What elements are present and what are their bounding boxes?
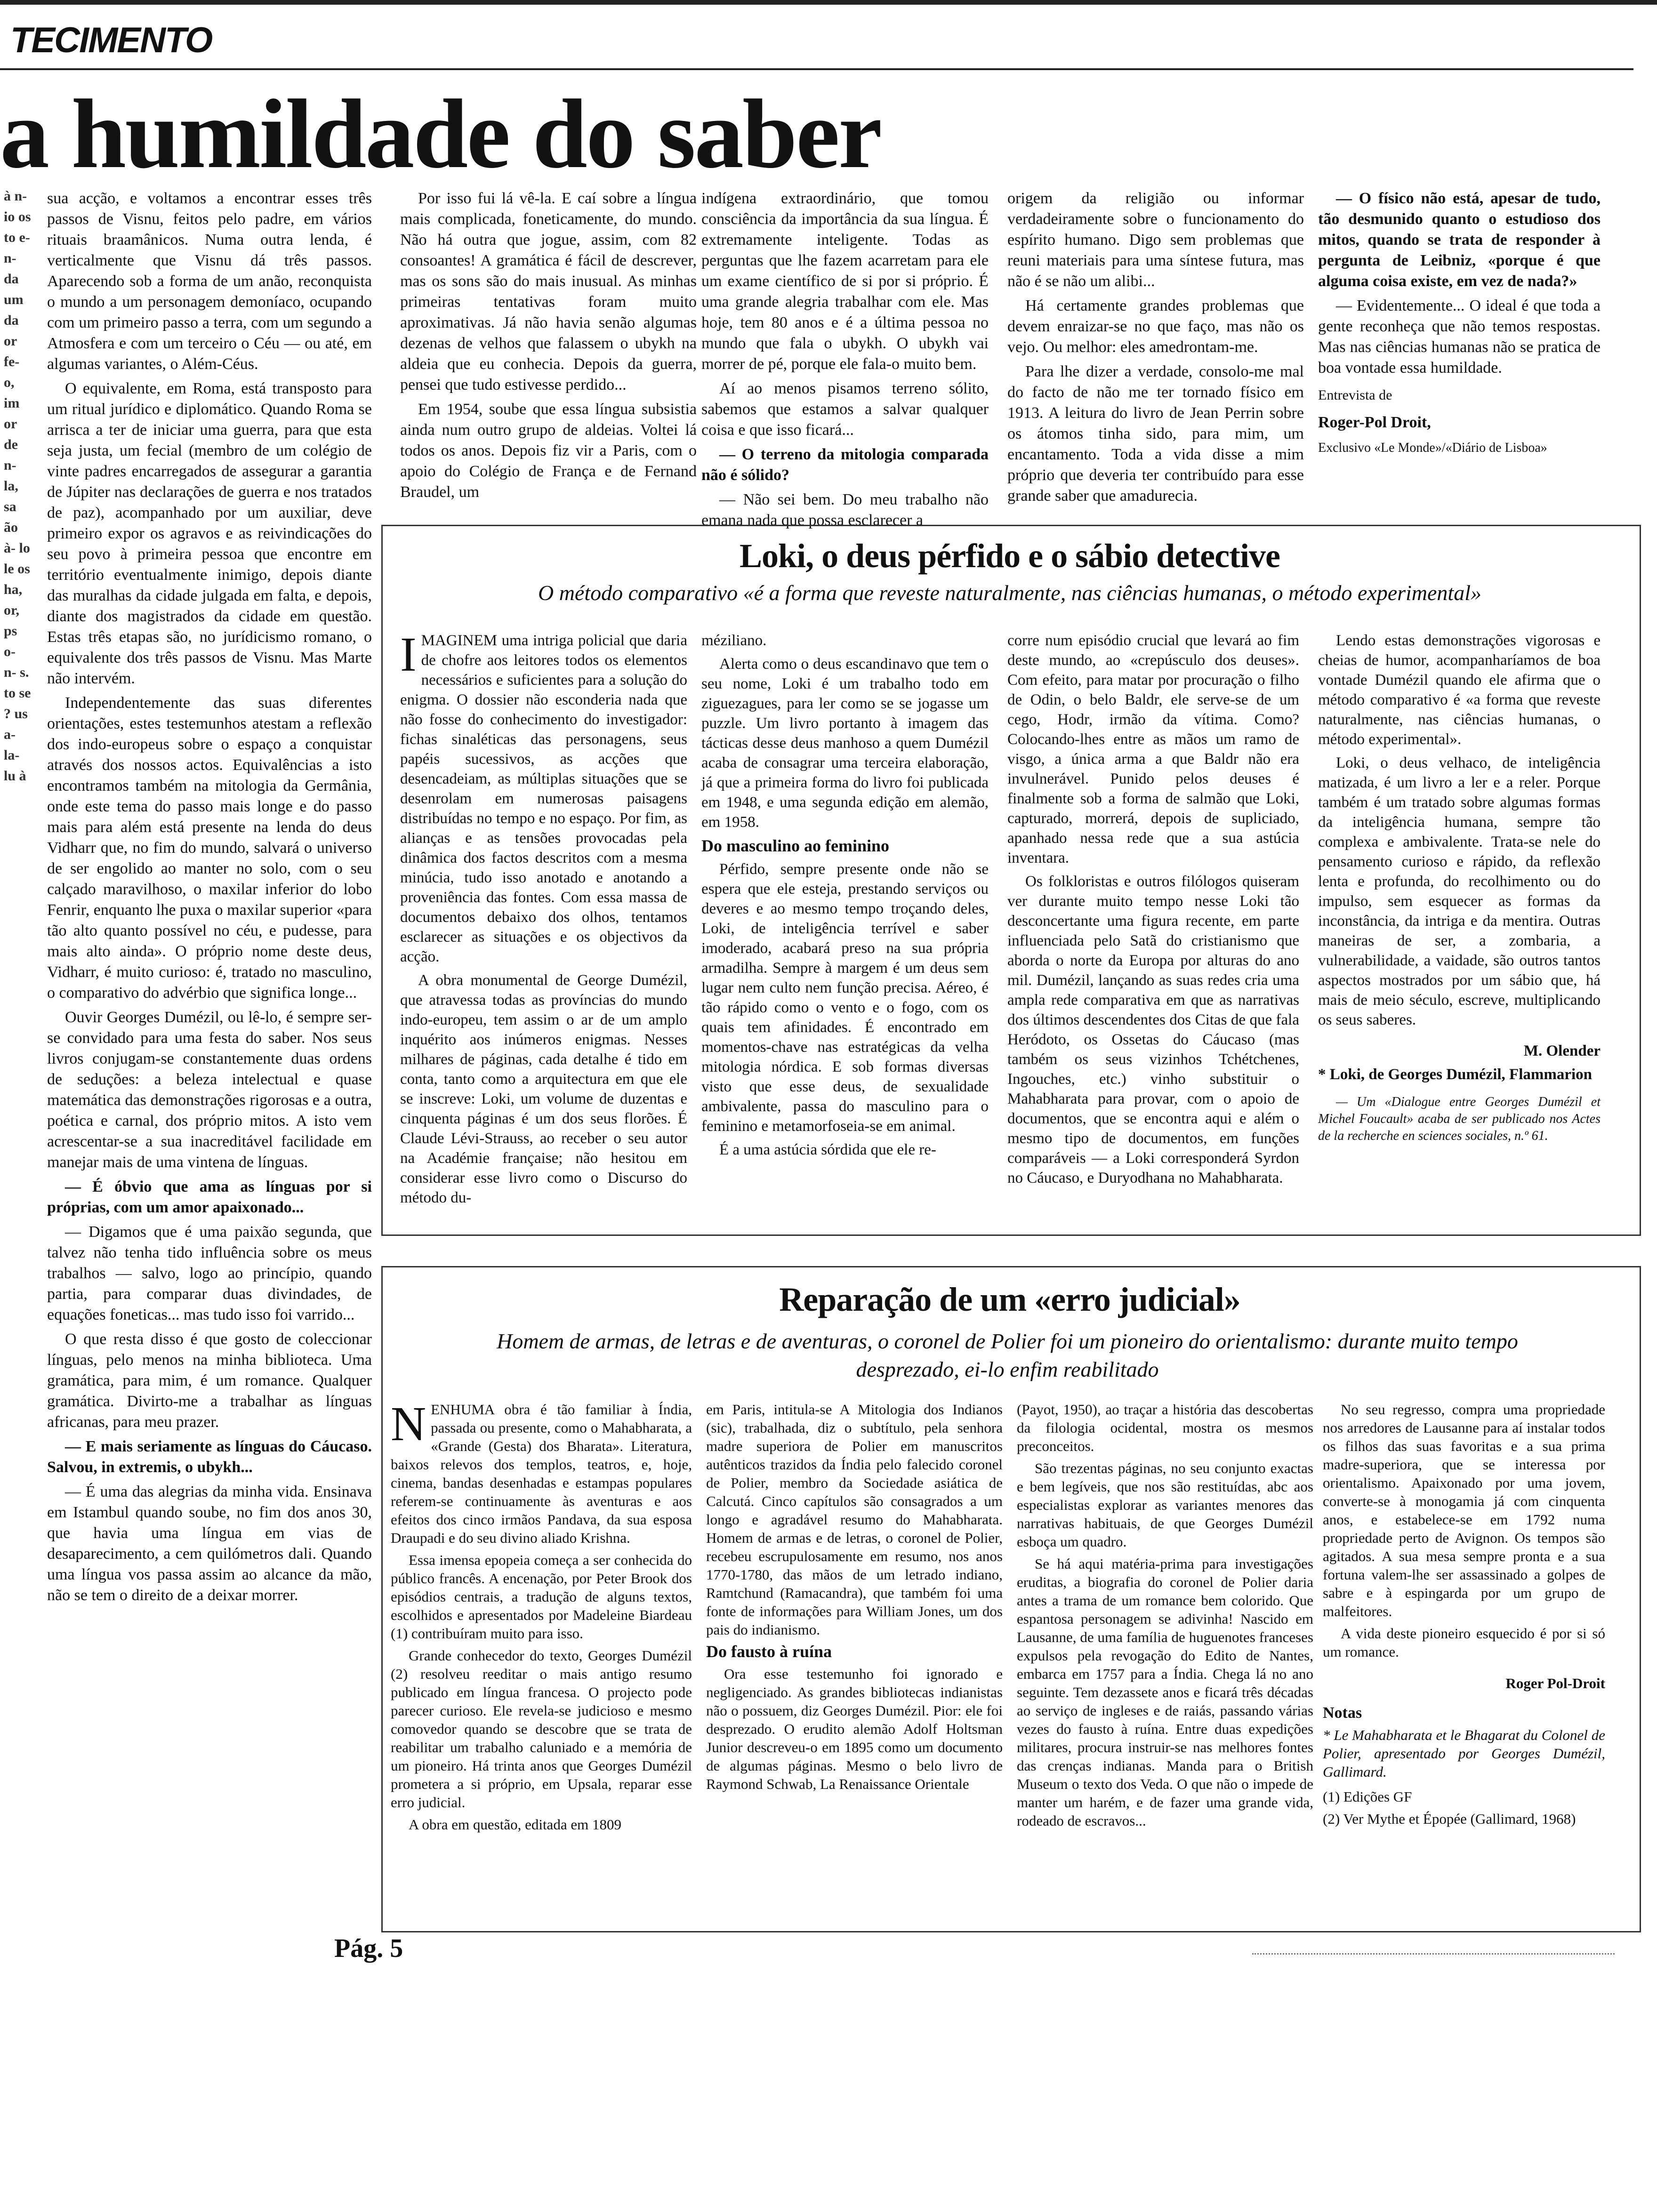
paragraph: Alerta como o deus escandinavo que tem o seu nome, Loki é um trabalho todo em ziguezagues, para ler como se se jogasse um puzzle. Um livro portanto à imagem das tácticas desse deus manhoso a quem Dumézil acaba de consagrar uma terceira elaboração, já que a primeira forma do livro foi publicada em 1948, e uma segunda edição em alemão, em 1958. [701,656,989,831]
headline: a humildade do saber [0,80,881,189]
paragraph: Essa imensa epopeia começa a ser conhecida do público francês. A encenação, por Peter Brook dos episódios centrais, a tradução de alguns textos, escolhidos e apresentados por Madeleine Biardeau (1) contribuíram muito para isso. [391,1552,692,1642]
question: — E mais seriamente as línguas do Cáucaso. Salvou, in extremis, o ubykh... [47,1438,372,1476]
paragraph: em Paris, intitula-se A Mitologia dos Indianos (sic), trabalhada, diz o subtítulo, pela senhora madre superiora de Polier em manuscritos autênticos trazidos da Índia pelo falecido coronel de Polier, membro da Sociedade asiática de Calcutá. Cinco capítulos são consagrados a um longo e agradável resumo do Mahabharata. Homem de armas e de letras, o coronel de Polier, recebeu escrupulosamente em resumo, nos anos 1770-1780, das mãos de um letrado indiano, Ramtchund (Ramacandra), que também foi uma fonte de informações para William Jones, um dos pais do indianismo. [706,1401,1003,1638]
polier-column-3 [1017,1400,1313,1834]
paragraph: O que resta disso é que gosto de coleccionar línguas, pelo menos na minha biblioteca. Uma gramática, para mim, é um romance. Qualquer gramática. Divirto-me a trabalhar as línguas africanas, para meu prazer. [47,1330,372,1431]
top-rule [0,0,1657,5]
paragraph: O equivalente, em Roma, está transposto para um ritual jurídico e diplomático. Quando Roma se arrisca a ter de iniciar uma guerra, para que esta seja justa, um fecial (membro de um colégio de vinte padres encarregados de assegurar a garantia de Júpiter nas declarações de guerra e nos tratados de paz), acompanhado por um auxiliar, deve primeiro expor os agravos e as reivindicações do seu povo à primeira pessoa que encontre em território eventualmente inimigo, depois diante das muralhas da cidade julgada em falta, e depois, diante dos magistrados da cidade em questão. Estas três etapas são, no jurídicismo romano, o equivalente dos três passos de Visnu. Mas Marte não intervém. [47,380,372,687]
question: — É óbvio que ama as línguas por si próprias, com um amor apaixonado... [47,1178,372,1216]
interview-label: Entrevista de [1318,387,1392,403]
subheading: Do fausto à ruína [706,1642,832,1661]
paragraph: A obra em questão, editada em 1809 [409,1816,621,1833]
paragraph: Ouvir Georges Dumézil, ou lê-lo, é sempre ser-se convidado para uma festa do saber. Nos seus livros conjugam-se constantemente duas ordens de seduções: a beleza intelectual e quase matemática das demonstrações rigorosas e a outra, poética e carnal, dos próprio mitos. A isto vem acrescentar-se a sua inacreditável facilidade em manejar mais de uma vintena de línguas. [47,1009,372,1171]
column-3 [701,188,989,535]
paragraph: Independentemente das suas diferentes orientações, estes testemunhos atestam a reflexão dos indo-europeus sobre o espaço a conquistar através dos nossos actos. Equivalências a isto encontramos também na mitologia da Germânia, onde este tema do passo mais longe e do passo mais para além está presente na lenda do deus Vidharr que, no fim do mundo, salvará o universo de ser engolido ao manter no solo, com o seu calçado maravilhoso, o maxilar inferior do lobo Fenrir, enquanto lhe puxa o maxilar superior «para tão alto quanto possível no céu, e pudesse, para mais alto ainda». O próprio nome deste deus, Vidharr, é muito curioso: é, tratado no masculino, o comparativo do advérbio que significa longe... [47,694,372,1002]
question: — O físico não está, apesar de tudo, tão desmunido quanto o estudioso dos mitos, quando se trata de responder à pergunta de Leibniz, «porque é que alguma coisa existe, em vez de nada?» [1318,190,1601,290]
loki-column-1 [400,627,687,1211]
interview-author: Roger-Pol Droit, [1318,414,1431,431]
answer: — Não sei bem. Do meu trabalho não emana nada que possa esclarecer a [701,491,989,529]
note-item: * Le Mahabharata et le Bhagarat du Colonel de Polier, apresentado por Georges Dumézil, Gallimard. [1323,1727,1605,1780]
polier-column-2 [706,1400,1003,1797]
drop-cap: I [400,627,417,681]
paragraph: origem da religião ou informar verdadeiramente sobre o funcionamento do espírito humano. Digo sem problemas que reuni materiais para uma síntese futura, mas não é se não um alibi... [1007,190,1304,290]
answer: — É uma das alegrias da minha vida. Ensinava em Istambul quando soube, no fim dos anos 30, que havia uma língua em vias de desaparecimento, a cem quilómetros dali. Quando uma língua vos passa assim ao alcance da mão, não se tem o direito de a deixar morrer. [47,1483,372,1604]
paragraph: Há certamente grandes problemas que devem enraizar-se no que faço, mas não os vejo. Ou melhor: eles amedrontam-me. [1007,297,1304,356]
section-rule [0,68,1633,70]
paragraph: É a uma astúcia sórdida que ele re- [719,1141,936,1158]
exclusive-credit: Exclusivo «Le Monde»/«Diário de Lisboa» [1318,441,1547,455]
polier-column-1 [391,1397,692,1837]
paragraph: A vida deste pioneiro esquecido é por si só um romance. [1323,1625,1605,1660]
column-1 [47,188,372,1610]
paragraph: Pérfido, sempre presente onde não se espera que ele esteja, prestando serviços ou deveres e ao mesmo tempo troçando deles, Loki, de inteligência terrível e saber imoderado, acabará preso na sua própria armadilha. Sempre à margem é um deus sem lugar nem culto nem função precisa. Aéreo, é tão rápido como o vento e o fogo, com os quais tem afinidades. É encontrado em momentos-chave nas estratégicas da velha mitologia nórdica. E sob formas diversas visto que esse deus, de sexualidade ambivalente, passa do masculino para o feminino e metamorfoseia-se em animal. [701,861,989,1135]
loki-column-2 [701,631,989,1163]
paragraph: A obra monumental de George Dumézil, que atravessa todas as províncias do mundo indo-europeu, tem assim o ar de um amplo inquérito aos inúmeros enigmas. Nesses milhares de páginas, cada detalhe é tido em conta, tanto como a arquitectura em que ele se inscreve: Loki, um volume de duzentas e cinquenta páginas é um dos seus florões. É Claude Lévi-Strauss, ao receber o seu autor na Académie française; não hesitou em considerar esse livro como o Discurso do método du- [400,972,687,1206]
paragraph: Por isso fui lá vê-la. E caí sobre a língua mais complicada, foneticamente, do mundo. Não há outra que jogue, assim, com 82 consoantes! A gramática é fácil de descrever, mas os sons são do mais inusual. As minhas primeiras tentativas foram muito aproximativas. Já não havia senão algumas dezenas de velhos que falassem o ubykh na aldeia que eu conhecia. Depois da guerra, pensei que tudo estivesse perdido... [400,190,697,393]
loki-note: — Um «Dialogue entre Georges Dumézil et Michel Foucault» acaba de ser publicado nos Actes de la recherche en sciences sociales, n.º 61. [1318,1095,1601,1143]
page-number: Pág. 5 [334,1934,403,1963]
subheading: Do masculino ao feminino [701,836,890,855]
paragraph: méziliano. [701,632,767,649]
column-5 [1318,188,1601,462]
answer: — Digamos que é uma paixão segunda, que talvez não tenha tido influência sobre os meus trabalhos — salvo, logo ao princípio, quando partia, para comparar duas divindades, de equações foneticas... mas tudo isso foi varrido... [47,1223,372,1323]
paragraph: Grande conhecedor do texto, Georges Dumézil (2) resolveu reeditar o mais antigo resumo publicado em língua francesa. O projecto pode parecer curioso. Ele revela-se judicioso e mesmo comovedor quando se descobre que se trata de reabilitar um trabalho caluniado e a memória de um pioneiro. Há trinta anos que Georges Dumézil prometera a si próprio, em Upsala, reparar esse erro judicial. [391,1647,692,1811]
note-item: (1) Edições GF [1323,1788,1412,1805]
polier-signature: Roger Pol-Droit [1505,1675,1605,1691]
paragraph: sua acção, e voltamos a encontrar esses três passos de Visnu, feitos pelo padre, em vários rituais braamânicos. Numa outra lenda, é verticalmente que Visnu dá três passos. Aparecendo sob a forma de um anão, reconquista o mundo a um personagem demoníaco, ocupando com um primeiro passo a terra, com um segundo a Atmosfera e com um terceiro o Céu — ou até, em algumas variantes, o Além-Céus. [47,190,372,373]
paragraph: indígena extraordinário, que tomou consciência da importância da sua língua. É extremamente inteligente. Todas as perguntas que lhe fazem acarretam para ele um exame científico de si por si próprio. É uma grande alegria trabalhar com ele. Mas hoje, tem 80 anos e é a última pessoa no mundo que fala o ubykh. O ubykh vai morrer de pé, porque ele fala-o muito bem. [701,190,989,373]
paragraph: MAGINEM uma intriga policial que daria de chofre aos leitores todos os elementos necessários e suficientes para a solução do enigma. O dossier não esconderia nada que não fosse do conhecimento do investigador: fichas sinaléticas das personagens, seus papéis sucessivos, as acções que desencadeiam, as múltiplas situações que se desenrolam em numerosas paisagens distribuídas no tempo e no espaço. Por fim, as alianças e as tensões provocadas pela dinâmica dos factos descritos com a mesma minúcia, tudo isso anotado e anotando a proveniência das fontes. Com essa massa de documentos debaixo dos olhos, tentamos esclarecer as situações e os objectivos da acção. [400,632,687,965]
question: — O terreno da mitologia comparada não é sólido? [701,446,989,484]
polier-deck: Homem de armas, de letras e de aventuras, o coronel de Polier foi um pioneiro do orientalismo: durante muito tempo desprezado, ei-lo enfim reabilitado [497,1329,1518,1381]
paragraph: No seu regresso, compra uma propriedade nos arredores de Lausanne para aí instalar todos os filhos das suas favoritas e a sua prima madre-superiora, que se interessa por orientalismo. Apaixonado por uma jovem, converte-se à monogamia já com cinquenta anos, e estabelece-se em 1792 numa propriedade perto de Avignon. Os tempos são agitados. A sua mesa sempre pronta e a sua fortuna valem-lhe ser assassinado a golpes de sabre e à espingarda por um grupo de malfeitores. [1323,1401,1605,1619]
loki-column-4 [1318,631,1601,1148]
paragraph: (Payot, 1950), ao traçar a história das descobertas da filologia ocidental, mostra os mesmos preconceitos. [1017,1401,1313,1454]
loki-signature: M. Olender [1523,1042,1601,1059]
paragraph: São trezentas páginas, no seu conjunto exactas e bem legíveis, que nos são restituídas, abc aos especialistas explorar as variantes menores das narrativas habituais, de que Georges Dumézil esboça um quadro. [1017,1460,1313,1550]
loki-column-3 [1007,631,1299,1192]
answer: — Evidentemente... O ideal é que toda a gente reconheça que não temos respostas. Mas nas ciências humanas não se pratica de boa vontade essa humildade. [1318,297,1601,377]
paragraph: Os folkloristas e outros filólogos quiseram ver durante muito tempo nesse Loki tão desconcertante uma figura recente, em parte influenciada pelo Satã do cristianismo que aborda o norte da Europa por alturas do ano mil. Dumézil, lançando as suas redes cria uma ampla rede comparativa em que as narrativas dos últimos descendentes dos Citas de que fala Heródoto, os Ossetas do Cáucaso (mas também os seus vizinhos Tchétchenes, Ingouches, etc.) vinho substituir o Mahabharata para provar, com o apoio de documentos, que se encontra aqui e além o mesmo tipo de documentos, em funções comparáveis — a Loki corresponderá Syrdon no Cáucaso, e Duryodhana no Mahabharata. [1007,873,1299,1186]
paragraph: Em 1954, soube que essa língua subsistia ainda num outro grupo de aldeias. Voltei lá todos os anos. Depois fiz vir a Paris, com o apoio do Colégio de Françа e de Fernand Braudel, um [400,401,697,501]
column-2 [400,188,697,506]
column-4 [1007,188,1304,510]
note-item: (2) Ver Mythe et Épopée (Gallimard, 1968) [1323,1811,1576,1827]
loki-title: Loki, o deus pérfido e o sábio detective [740,537,1280,575]
dotted-rule [1252,1953,1615,1955]
loki-deck: O método comparativo «é a forma que reveste naturalmente, nas ciências humanas, o método experimental» [538,581,1481,605]
paragraph: Lendo estas demonstrações vigorosas e cheias de humor, acompanharíamos de boa vontade Dumézil quando ele afirma que o método comparativo é «a forma que reveste naturalmente, nas ciências humanas, o método experimental». [1318,632,1601,748]
section-label: TECIMENTO [10,20,212,60]
polier-title: Reparação de um «erro judicial» [779,1281,1240,1318]
paragraph: Loki, o deus velhaco, de inteligência matizada, é um livro a ler e a reler. Porque também é um tratado sobre algumas formas da inteligência humana, sempre tão complexa e ambivalente. Trata-se nele do pensamento curioso e rápido, da reflexão lenta e profunda, do recolhimento ou do impulso, sem esquecer as formas da inconstância, da intriga e da mentira. Outras maneiras de ser, a zombaria, a vulnerabilidade, a vaidade, são outros tantos aspectos mostrados por um sábio que, há mais de meio século, escreve, multiplicando os seus saberes. [1318,754,1601,1028]
drop-cap: N [391,1397,426,1451]
polier-column-4 [1323,1400,1605,1832]
cropped-column-fragment: à n- io os to e- n- da um da or fe- o, im or de n- la, sa ão à- lo le os ha, or, ps o- n- s. to se ? us a- la- lu à [4,188,31,784]
paragraph: Ora esse testemunho foi ignorado e negligenciado. As grandes bibliotecas indianistas não o possuem, diz Georges Dumézil. Pior: ele foi desprezado. O erudito alemão Adolf Holtsman Junior descreveu-o em 1895 como um documento de algumas páginas. Mesmo o belo livro de Raymond Schwab, La Renaissance Orientale [706,1666,1003,1792]
paragraph: corre num episódio crucial que levará ao fim deste mundo, ao «crepúsculo dos deuses». Com efeito, para matar por procuração o filho de Odin, o belo Baldr, ele serve-se de um cego, Hodr, irmão da vítima. Como? Colocando-lhes entre as mãos um ramo de visgo, a única arma a que Baldr não era invulnerável. Punido pelos deuses é finalmente sob a forma de salmão que Loki, capturado, morrerá, depois de supliciado, apanhado nessa rede que a sua astúcia inventara. [1007,632,1299,866]
loki-book-reference: * Loki, de Georges Dumézil, Flammarion [1318,1066,1593,1083]
paragraph: Para lhe dizer a verdade, consolo-me mal do facto de não me ter tornado físico em 1913. A leitura do livro de Jean Perrin sobre os átomos tinha sido, para mim, um encantamento. Toda a vida disse a mim próprio que deveria ter contribuído para esse grande saber que amadurecia. [1007,363,1304,505]
paragraph: ENHUMA obra é tão familiar à Índia, passada ou presente, como o Mahabharata, a «Grande (Gesta) dos Bharata». Literatura, baixos relevos dos templos, teatros, e, hoje, cinema, bandas desenhadas e estampas populares referem-se continuamente às aventuras e aos efeitos dos cinco irmãos Pandava, da sua esposa Draupadi e do seu divino aliado Krishna. [391,1401,692,1546]
paragraph: Se há aqui matéria-prima para investigações eruditas, a biografia do coronel de Polier daria antes a trama de um romance bem colorido. Que espantosa personagem se adivinha! Nascido em Lausanne, de uma família de huguenotes franceses expulsos pela revogação do Edito de Nantes, embarca em 1757 para a Índia. Chega lá no ano seguinte. Tem dezassete anos e ficará três décadas ao serviço de ingleses e de raiás, passando várias vezes do fausto à ruína. Entre duas expedições militares, procura instruir-se nas melhores fontes das crenças indianas. Manda para o British Museum o texto dos Veda. O que não o impede de manter um harém, e de fazer uma grande vida, rodeado de escravos... [1017,1555,1313,1829]
notes-title: Notas [1323,1704,1362,1722]
paragraph: Aí ao menos pisamos terreno sólito, sabemos que estamos a salvar qualquer coisa e que isso ficará... [701,380,989,439]
